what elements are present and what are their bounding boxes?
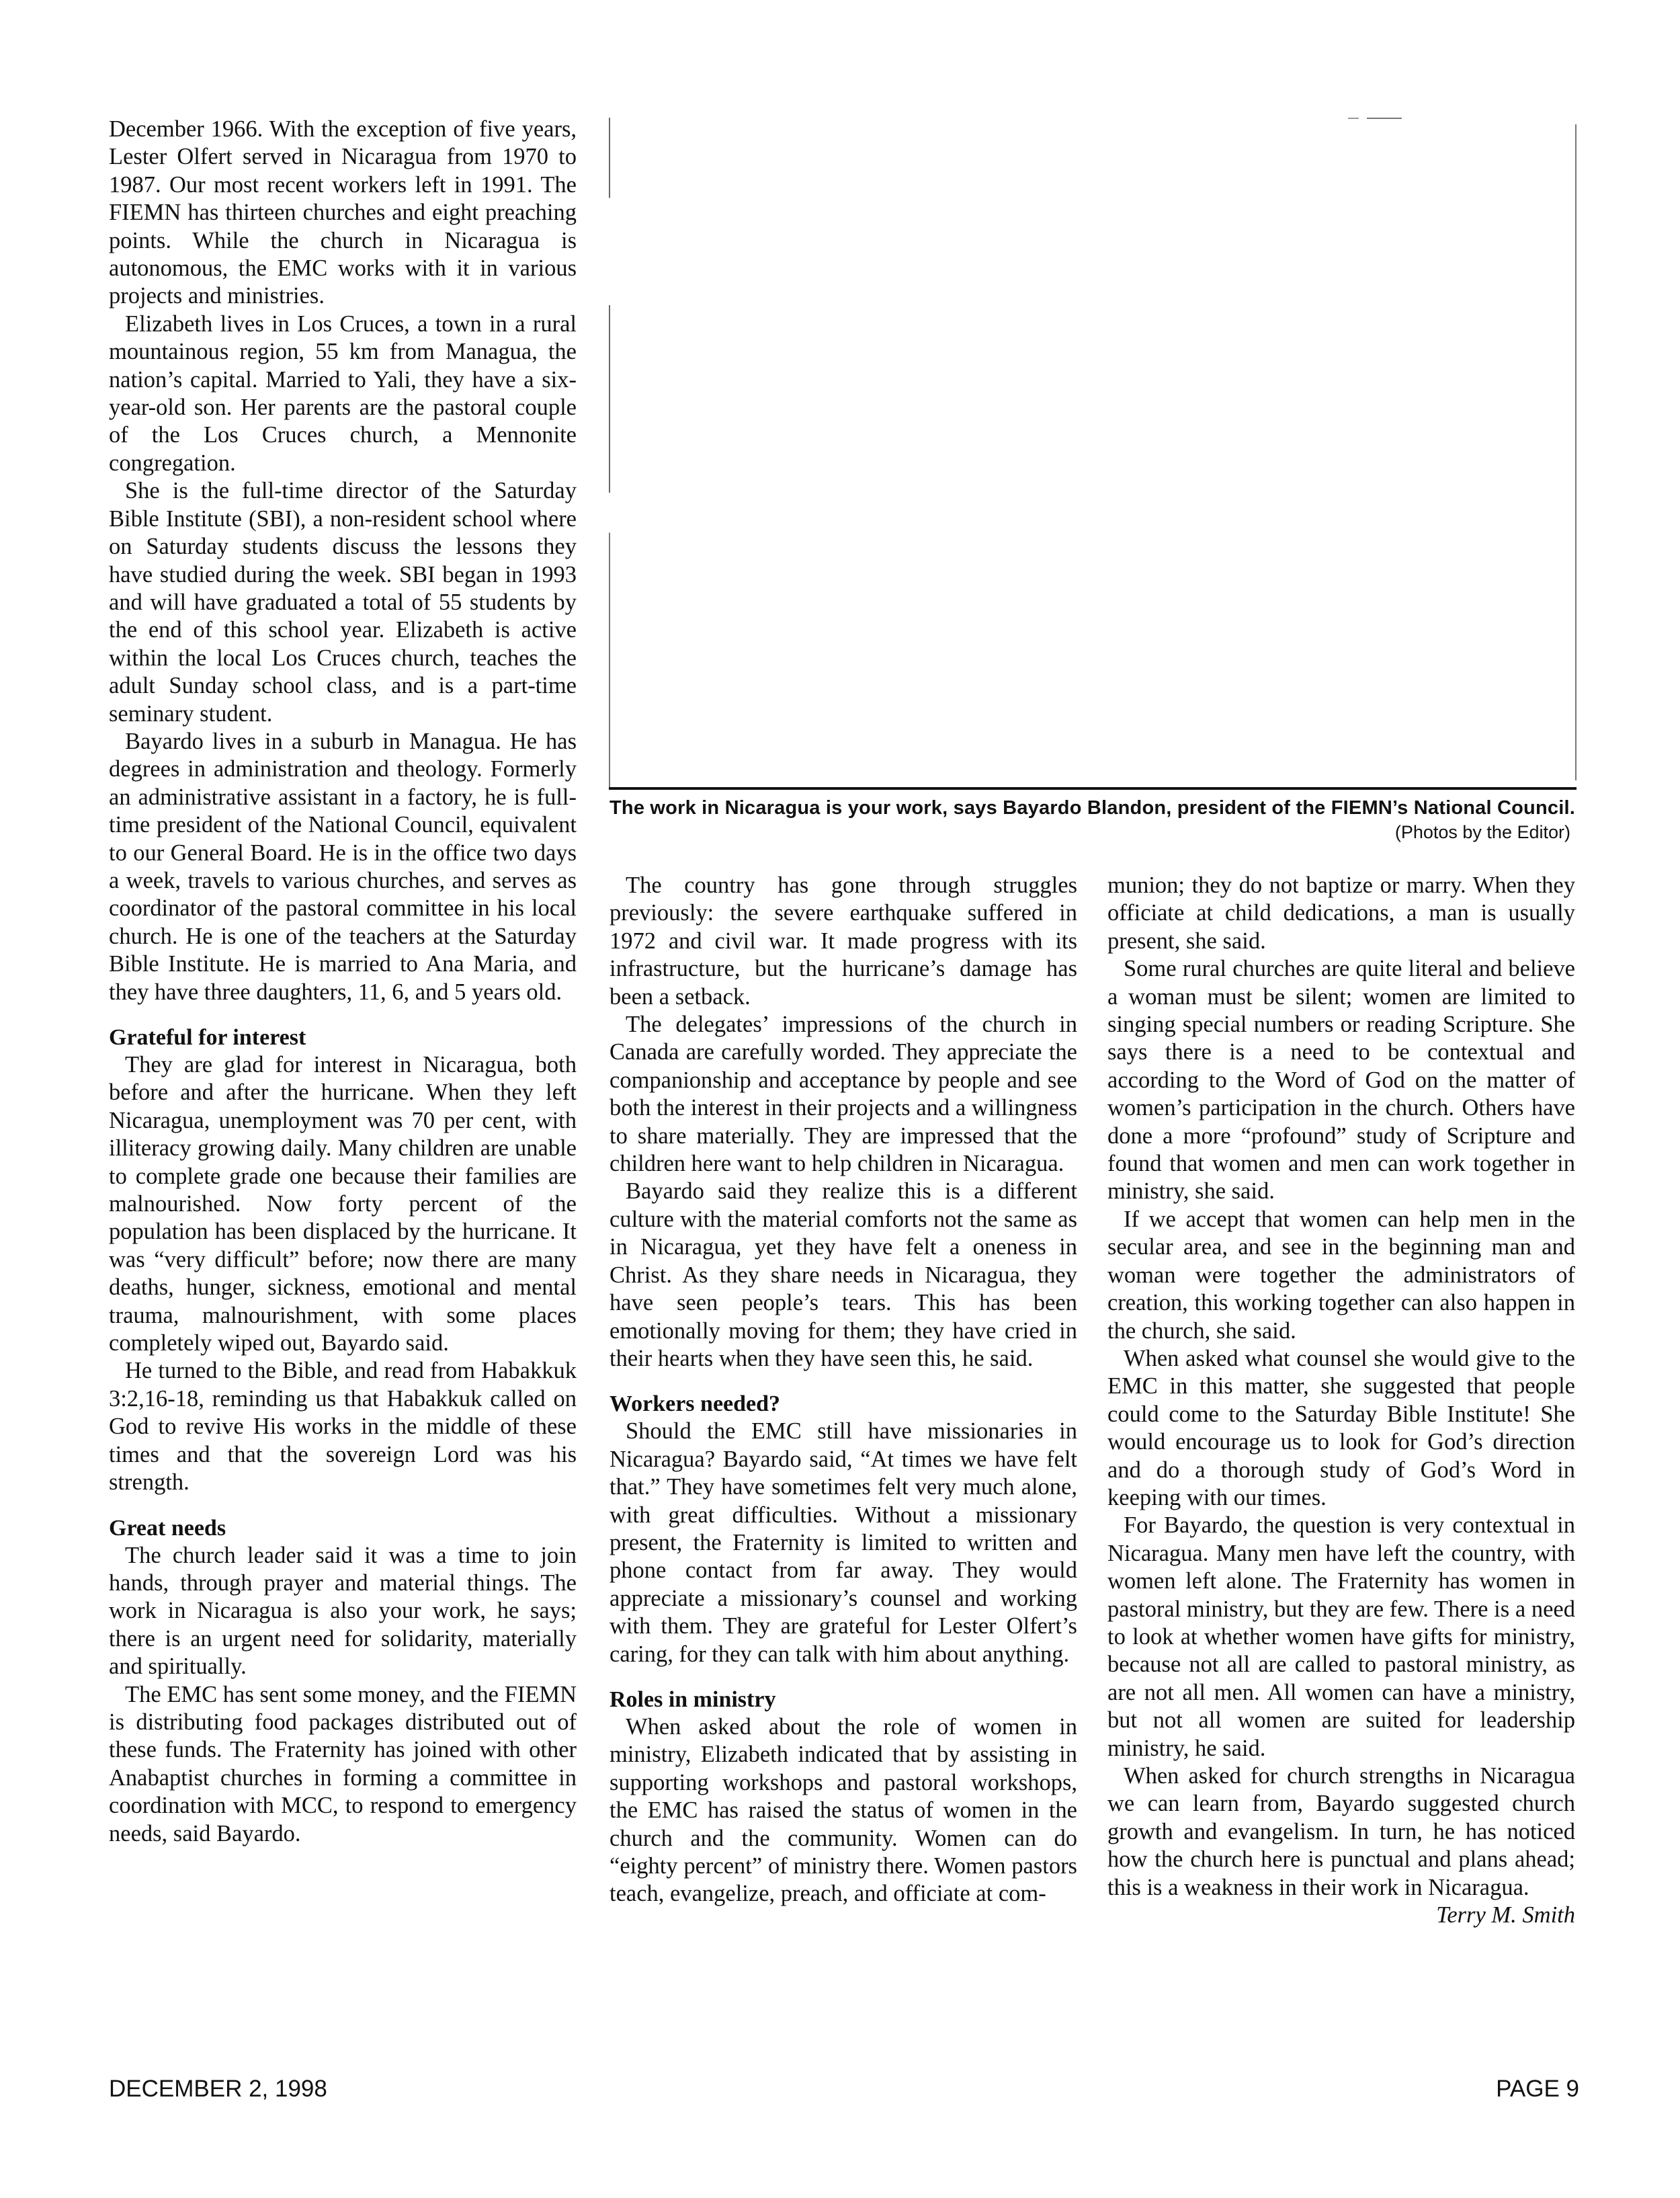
article-column-1 — [109, 116, 577, 1848]
issue-date: DECEMBER 2, 1998 — [109, 2076, 327, 2102]
photo-mark — [1348, 118, 1402, 119]
subheading-grateful-for-interest: Grateful for interest — [109, 1025, 306, 1050]
paragraph: The church leader said it was a time to join hands, through prayer and material things. The work in Nicaragua is also your work, he says; there is an urgent need for solidarity, materially and spiritually. — [109, 1542, 577, 1680]
paragraph: When asked about the role of women in ministry, Elizabeth indicated that by assisting in supporting workshops and pastoral workshops, the EMC has raised the status of women in the church and the community. Women can do “eighty percent” of ministry there. Women pastors teach, evangelize, preach, and officiate at com- — [610, 1713, 1077, 1907]
paragraph: He turned to the Bible, and read from Habakkuk 3:2,16-18, reminding us that Habakkuk called on God to revive His works in the middle of these times and that the sovereign Lord was his strength. — [109, 1358, 577, 1496]
paragraph: She is the full-time director of the Saturday Bible Institute (SBI), a non-resident school where on Saturday students discuss the lessons they have studied during the week. SBI began in 1993 and will have graduated a total of 55 students by the end of this school year. Elizabeth is active within the local Los Cruces church, teaches the adult Sunday school class, and is a part-time seminary student. — [109, 478, 577, 727]
photo-edge — [609, 118, 610, 787]
paragraph: Elizabeth lives in Los Cruces, a town in a rural mountainous region, 55 km from Managua, the nation’s capital. Married to Yali, they have a six-year-old son. Her parents are the pastoral couple of the Los Cruces church, a Mennonite congregation. — [109, 311, 577, 476]
paragraph: Some rural churches are quite literal and believe a woman must be silent; women are limited to singing special numbers or reading Scripture. She says there is a need to be contextual and according to the Word of God on the matter of women’s participation in the church. Others have done a more “profound” study of Scripture and found that women and men can work together in ministry, she said. — [1107, 956, 1575, 1205]
paragraph: For Bayardo, the question is very contextual in Nicaragua. Many men have left the country, with women left alone. The Fraternity has women in pastoral ministry, but they are few. There is a need to look at whether women have gifts for ministry, because not all are called to pastoral ministry, as are not all men. All women can have a ministry, but not all women are suited for leadership ministry, he said. — [1107, 1512, 1575, 1761]
paragraph: When asked for church strengths in Nicaragua we can learn from, Bayardo suggested church growth and evangelism. In turn, he has noticed how the church here is punctual and plans ahead; this is a weakness in their work in Nicaragua. — [1107, 1763, 1575, 1900]
paragraph: If we accept that women can help men in the secular area, and see in the beginning man and woman were together the administrators of creation, this working together can also happen in the church, she said. — [1107, 1206, 1575, 1344]
page-number: PAGE 9 — [1496, 2076, 1579, 2102]
paragraph: The EMC has sent some money, and the FIEMN is distributing food packages distributed out of these funds. The Fraternity has joined with other Anabaptist churches in forming a committee in coordination with MCC, to respond to emergency needs, said Bayardo. — [109, 1681, 577, 1846]
subheading-workers-needed: Workers needed? — [610, 1391, 781, 1417]
paragraph: Bayardo said they realize this is a different culture with the material comforts not the same as in Nicaragua, yet they have felt a oneness in Christ. As they share needs in Nicaragua, they have seen people’s tears. This has been emotionally moving for them; they have cried in their hearts when they have seen this, he said. — [610, 1178, 1077, 1371]
paragraph: December 1966. With the exception of five years, Lester Olfert served in Nicaragua from 1970 to 1987. Our most recent workers left in 1991. The FIEMN has thirteen churches and eight preaching points. While the church in Nicaragua is autonomous, the EMC works with it in various projects and ministries. — [109, 116, 577, 309]
subheading-great-needs: Great needs — [109, 1515, 226, 1541]
paragraph: Should the EMC still have missionaries in Nicaragua? Bayardo said, “At times we have felt that.” They have sometimes felt very much alone, with great difficulties. Without a missionary present, the Fraternity is limited to written and phone contact from far away. They would appreciate a missionary’s counsel and working with them. They are grateful for Lester Olfert’s caring, for they can talk with him about anything. — [610, 1418, 1077, 1667]
paragraph: Bayardo lives in a suburb in Managua. He has degrees in administration and theology. Formerly an administrative assistant in a factory, he is full-time president of the National Council, equivalent to our General Board. He is in the office two days a week, travels to various churches, and serves as coordinator of the pastoral committee in his local church. He is one of the teachers at the Saturday Bible Institute. He is married to Ana Maria, and they have three daughters, 11, 6, and 5 years old. — [109, 728, 577, 1005]
photo — [609, 118, 1577, 790]
article-column-2 — [610, 872, 1077, 1908]
subheading-roles-in-ministry: Roles in ministry — [610, 1686, 776, 1712]
paragraph: munion; they do not baptize or marry. When they officiate at child dedications, a man is usually present, she said. — [1107, 872, 1575, 954]
article-column-3 — [1107, 872, 1575, 1929]
caption-text: The work in Nicaragua is your work, says Bayardo Blandon, president of the FIEMN’s National Council. — [610, 797, 1575, 819]
author-signature: Terry M. Smith — [1436, 1902, 1575, 1928]
paragraph: The delegates’ impressions of the church in Canada are carefully worded. They appreciate the companionship and acceptance by people and see both the interest in their projects and a willingness to share materially. They are impressed that the children here want to help children in Nicaragua. — [610, 1012, 1077, 1177]
photo-edge — [1575, 124, 1577, 780]
photo-credit: (Photos by the Editor) — [1394, 822, 1570, 842]
photo-caption — [610, 796, 1577, 842]
paragraph: They are glad for interest in Nicaragua, both before and after the hurricane. When they left Nicaragua, unemployment was 70 per cent, with illiteracy growing daily. Many children are unable to complete grade one because their families are malnourished. Now forty percent of the population has been displaced by the hurricane. It was “very difficult” before; now there are many deaths, hunger, sickness, emotional and mental trauma, malnourishment, with some places completely wiped out, Bayardo said. — [109, 1052, 577, 1356]
paragraph: When asked what counsel she would give to the EMC in this matter, she suggested that people could come to the Saturday Bible Institute! She would encourage us to look for God’s direction and do a thorough study of God’s Word in keeping with our times. — [1107, 1345, 1575, 1510]
paragraph: The country has gone through struggles previously: the severe earthquake suffered in 1972 and civil war. It made progress with its infrastructure, but the hurricane’s damage has been a setback. — [610, 872, 1077, 1010]
